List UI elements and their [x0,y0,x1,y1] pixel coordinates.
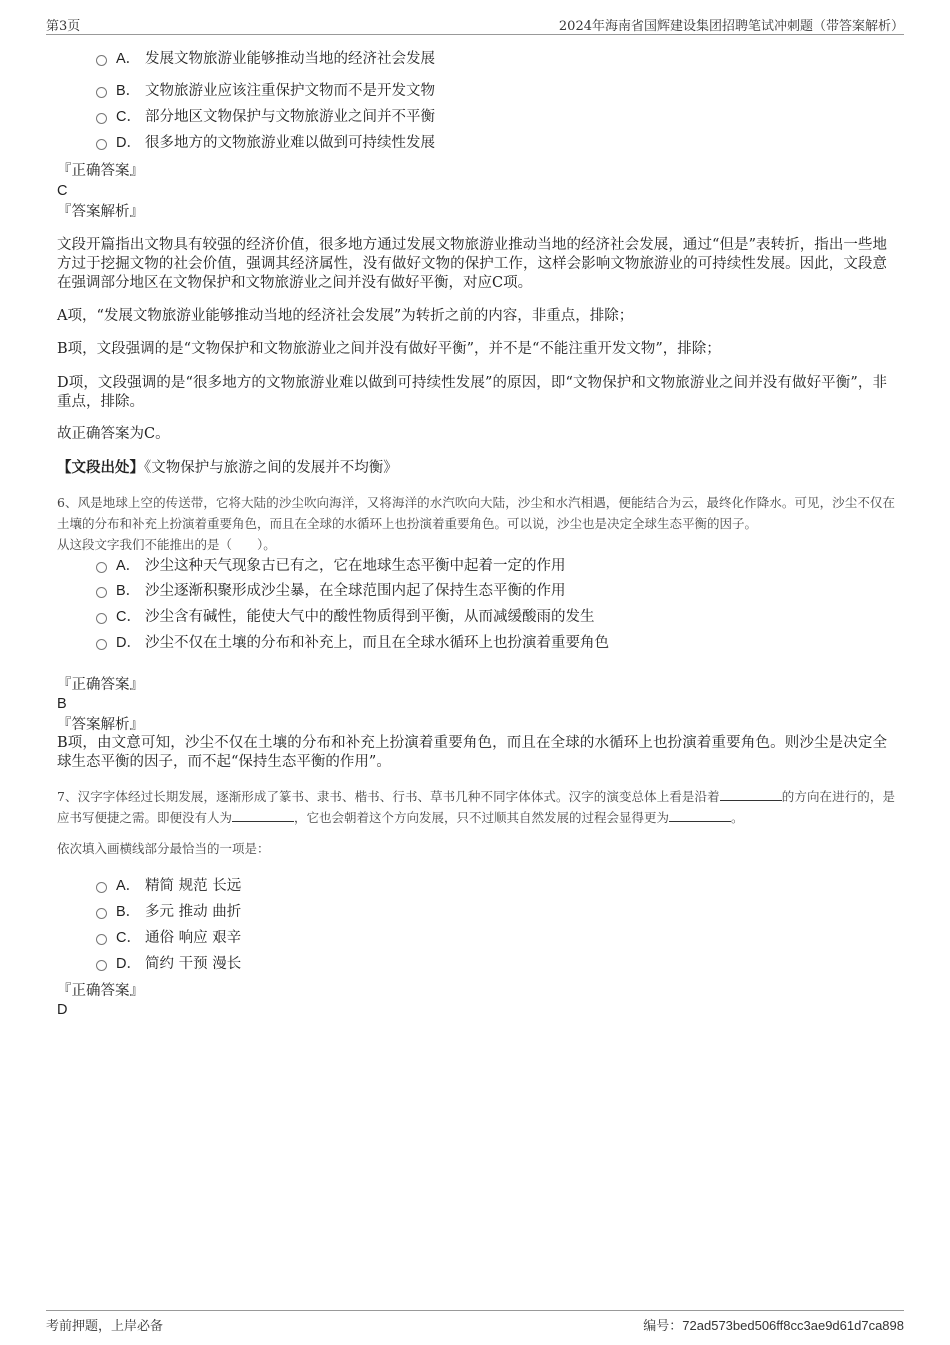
q7-option-d[interactable]: D． 简约 干预 漫长 [96,953,241,975]
blank-line [720,788,782,801]
footer-slogan: 考前押题，上岸必备 [46,1319,164,1334]
page-header [46,14,904,35]
radio-icon[interactable] [96,908,107,919]
radio-icon[interactable] [96,613,107,624]
page-number: 第3页 [46,19,81,34]
q5-source: 【文段出处】《文物保护与旅游之间的发展并不均衡》 [57,459,398,476]
q5-option-a[interactable]: A． 发展文物旅游业能够推动当地的经济社会发展 [96,48,435,70]
q5-option-d[interactable]: D． 很多地方的文物旅游业难以做到可持续性发展 [96,132,435,154]
q6-answer: B [57,696,67,712]
document-code: 编号：72ad573bed506ff8cc3ae9d61d7ca898 [643,1318,904,1334]
radio-icon[interactable] [96,55,107,66]
q6-stem: 6、风是地球上空的传送带，它将大陆的沙尘吹向海洋，又将海洋的水汽吹向大陆，沙尘和水汽相遇，便能结合为云，最终化作降水。可见，沙尘不仅在土壤的分布和补充上扮演着重要角色，而且在全球的水循环上也扮演着重要角色。可以说，沙尘也是决定全球生态平衡的因子。 [57,495,895,531]
q7-option-b[interactable]: B． 多元 推动 曲折 [96,901,241,923]
radio-icon[interactable] [96,139,107,150]
q5-conclusion: 故正确答案为C。 [57,426,170,442]
document-title: 2024年海南省国辉建设集团招聘笔试冲刺题（带答案解析） [558,19,904,34]
radio-icon[interactable] [96,113,107,124]
q7-option-c[interactable]: C． 通俗 响应 艰辛 [96,927,241,949]
q5-option-c[interactable]: C． 部分地区文物保护与文物旅游业之间并不平衡 [96,106,435,128]
q5-analysis-label: 『答案解析』 [57,204,144,220]
blank-line [232,809,294,822]
radio-icon[interactable] [96,562,107,573]
radio-icon[interactable] [96,639,107,650]
radio-icon[interactable] [96,882,107,893]
q5-note-a: A项，“发展文物旅游业能够推动当地的经济社会发展”为转折之前的内容，非重点，排除； [57,308,634,324]
page-footer [46,1310,904,1335]
q7-option-a[interactable]: A． 精简 规范 长远 [96,875,241,897]
q6-answer-label: 『正确答案』 [57,677,144,693]
q5-answer-label: 『正确答案』 [57,163,144,179]
q5-answer: C [57,183,68,199]
radio-icon[interactable] [96,87,107,98]
q7-stem: 7、汉字字体经过长期发展，逐渐形成了篆书、隶书、楷书、行书、草书几种不同字体体式。汉字的演变总体上看是沿着 的方向在进行的，是应书写便捷之需。即便没有人为 ，它也会朝着这个方向发展，只不过顺其自然发展的过程会显得更为 。 [57,789,895,825]
q7-answer: D [57,1002,68,1018]
q6-ask: 从这段文字我们不能推出的是（ ）。 [57,537,276,552]
q6-option-b[interactable]: B． 沙尘逐渐积聚形成沙尘暴，在全球范围内起了保持生态平衡的作用 [96,580,566,602]
q5-note-b: B项，文段强调的是“文物保护和文物旅游业之间并没有做好平衡”，并不是“不能注重开发文物”，排除； [57,341,721,357]
q5-option-b[interactable]: B． 文物旅游业应该注重保护文物而不是开发文物 [96,80,435,102]
blank-line [669,809,731,822]
q6-option-c[interactable]: C． 沙尘含有碱性，能使大气中的酸性物质得到平衡，从而减缓酸雨的发生 [96,606,595,628]
q5-note-d: D项，文段强调的是“很多地方的文物旅游业难以做到可持续性发展”的原因，即“文物保护和文物旅游业之间并没有做好平衡”，非重点，排除。 [57,375,887,410]
q6-analysis: B项，由文意可知，沙尘不仅在土壤的分布和补充上扮演着重要角色，而且在全球的水循环上也扮演着重要角色。则沙尘是决定全球生态平衡的因子，而不起“保持生态平衡的作用”。 [57,735,887,770]
q6-option-a[interactable]: A． 沙尘这种天气现象古已有之，它在地球生态平衡中起着一定的作用 [96,555,566,577]
q6-analysis-label: 『答案解析』 [57,717,144,733]
q5-analysis: 文段开篇指出文物具有较强的经济价值，很多地方通过发展文物旅游业推动当地的经济社会发展，通过“但是”表转折，指出一些地方过于挖掘文物的社会价值，强调其经济属性，没有做好文物的保护工作，这样会影响文物旅游业的可持续性发展。因此，文段意在强调部分地区在文物保护和文物旅游业之间并没有做好平衡，对应C项。 [57,237,887,291]
q7-ask: 依次填入画横线部分最恰当的一项是： [57,841,270,856]
q6-option-d[interactable]: D． 沙尘不仅在土壤的分布和补充上，而且在全球水循环上也扮演着重要角色 [96,632,609,654]
radio-icon[interactable] [96,587,107,598]
radio-icon[interactable] [96,934,107,945]
q7-answer-label: 『正确答案』 [57,983,144,999]
radio-icon[interactable] [96,960,107,971]
